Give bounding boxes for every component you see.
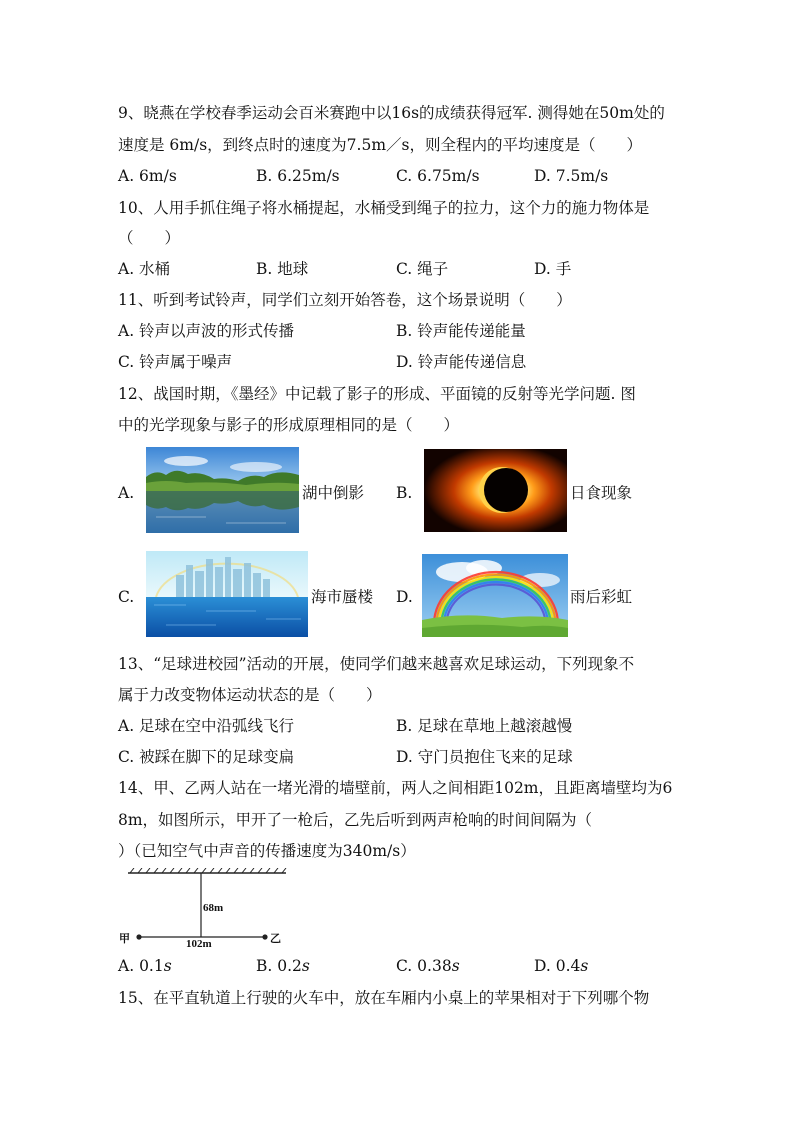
q14-option-b-letter: B. [256, 957, 278, 975]
q9-stem-line2: 速度是 6m/s，到终点时的速度为7.5m／s，则全程内的平均速度是（ ） [118, 136, 642, 154]
q10-option-d: D. 手 [534, 260, 572, 278]
label-68m: 68m [203, 902, 224, 914]
q15-stem-line1: 15、在平直轨道上行驶的火车中，放在车厢内小桌上的苹果相对于下列哪个物 [118, 989, 650, 1007]
q12-option-d-letter: D. [396, 588, 413, 606]
q13-option-a: A. 足球在空中沿弧线飞行 [118, 717, 295, 735]
q10-stem-line2: （ ） [118, 229, 181, 247]
q14-option-c-unit: s [451, 957, 460, 975]
q9-stem-line1: 9、晓燕在学校春季运动会百米赛跑中以16s的成绩获得冠军. 测得她在50m处的 [118, 104, 665, 122]
q12-stem-line2: 中的光学现象与影子的形成原理相同的是（ ） [118, 416, 460, 434]
q14-option-a-value: 0.1 [139, 957, 164, 975]
q14-option-c-value: 0.38 [417, 957, 452, 975]
q14-option-b-unit: s [301, 957, 310, 975]
label-jia: 甲 [119, 932, 130, 945]
q14-option-b-value: 0.2 [277, 957, 302, 975]
q11-option-c: C. 铃声属于噪声 [118, 353, 233, 371]
q13-stem-line2: 属于力改变物体运动状态的是（ ） [118, 686, 382, 704]
label-102m: 102m [186, 938, 212, 950]
q12-option-b-letter: B. [396, 484, 413, 502]
solar-eclipse-image [424, 449, 567, 532]
q14-option-d-letter: D. [534, 957, 556, 975]
q13-option-c: C. 被踩在脚下的足球变扁 [118, 748, 295, 766]
q10-option-b: B. 地球 [256, 260, 309, 278]
q9-option-a: A. 6m/s [118, 167, 177, 185]
q14-stem-line1: 14、甲、乙两人站在一堵光滑的墙壁前，两人之间相距102m，且距离墙壁均为6 [118, 779, 673, 797]
q14-option-a-letter: A. [118, 957, 140, 975]
q14-option-a-unit: s [163, 957, 172, 975]
q11-option-d: D. 铃声能传递信息 [396, 353, 527, 371]
q14-option-d-value: 0.4 [555, 957, 581, 975]
q9-option-b: B. 6.25m/s [256, 167, 340, 185]
person-yi-dot [262, 934, 267, 939]
label-yi: 乙 [270, 932, 281, 945]
q9-option-d: D. 7.5m/s [534, 167, 609, 185]
q12-option-a-letter: A. [118, 484, 135, 502]
q12-option-b-caption: 日食现象 [570, 484, 633, 502]
q10-option-c: C. 绳子 [396, 260, 449, 278]
q9-option-c: C. 6.75m/s [396, 167, 480, 185]
q11-option-a: A. 铃声以声波的形式传播 [118, 322, 295, 340]
q13-option-d: D. 守门员抱住飞来的足球 [396, 748, 573, 766]
q12-option-c-letter: C. [118, 588, 135, 606]
lake-reflection-image [146, 447, 299, 533]
q14-option-c [396, 956, 460, 976]
q14-option-a [118, 956, 172, 976]
wall-distance-diagram [118, 868, 290, 952]
q14-option-d [534, 956, 588, 976]
q14-option-b [256, 956, 310, 976]
q14-option-d-unit: s [580, 957, 589, 975]
rainbow-image [422, 554, 568, 637]
q12-option-a-caption: 湖中倒影 [302, 484, 365, 502]
q14-option-c-letter: C. [396, 957, 418, 975]
q11-option-b: B. 铃声能传递能量 [396, 322, 526, 340]
person-jia-dot [136, 934, 141, 939]
q11-stem-line1: 11、听到考试铃声，同学们立刻开始答卷，这个场景说明（ ） [118, 291, 572, 309]
q13-option-b: B. 足球在草地上越滚越慢 [396, 717, 573, 735]
q14-stem-line2: 8m，如图所示，甲开了一枪后，乙先后听到两声枪响的时间间隔为（ [118, 811, 593, 829]
q13-stem-line1: 13、“足球进校园”活动的开展，使同学们越来越喜欢足球运动，下列现象不 [118, 655, 635, 673]
mirage-image [146, 551, 308, 637]
q14-stem-line3: ）（已知空气中声音的传播速度为340m/s） [118, 842, 416, 860]
q12-stem-line1: 12、战国时期，《墨经》中记载了影子的形成、平面镜的反射等光学问题. 图 [118, 385, 636, 403]
q10-stem-line1: 10、人用手抓住绳子将水桶提起，水桶受到绳子的拉力，这个力的施力物体是 [118, 199, 650, 217]
q12-option-c-caption: 海市蜃楼 [311, 588, 374, 606]
q12-option-d-caption: 雨后彩虹 [570, 588, 633, 606]
q10-option-a: A. 水桶 [118, 260, 171, 278]
